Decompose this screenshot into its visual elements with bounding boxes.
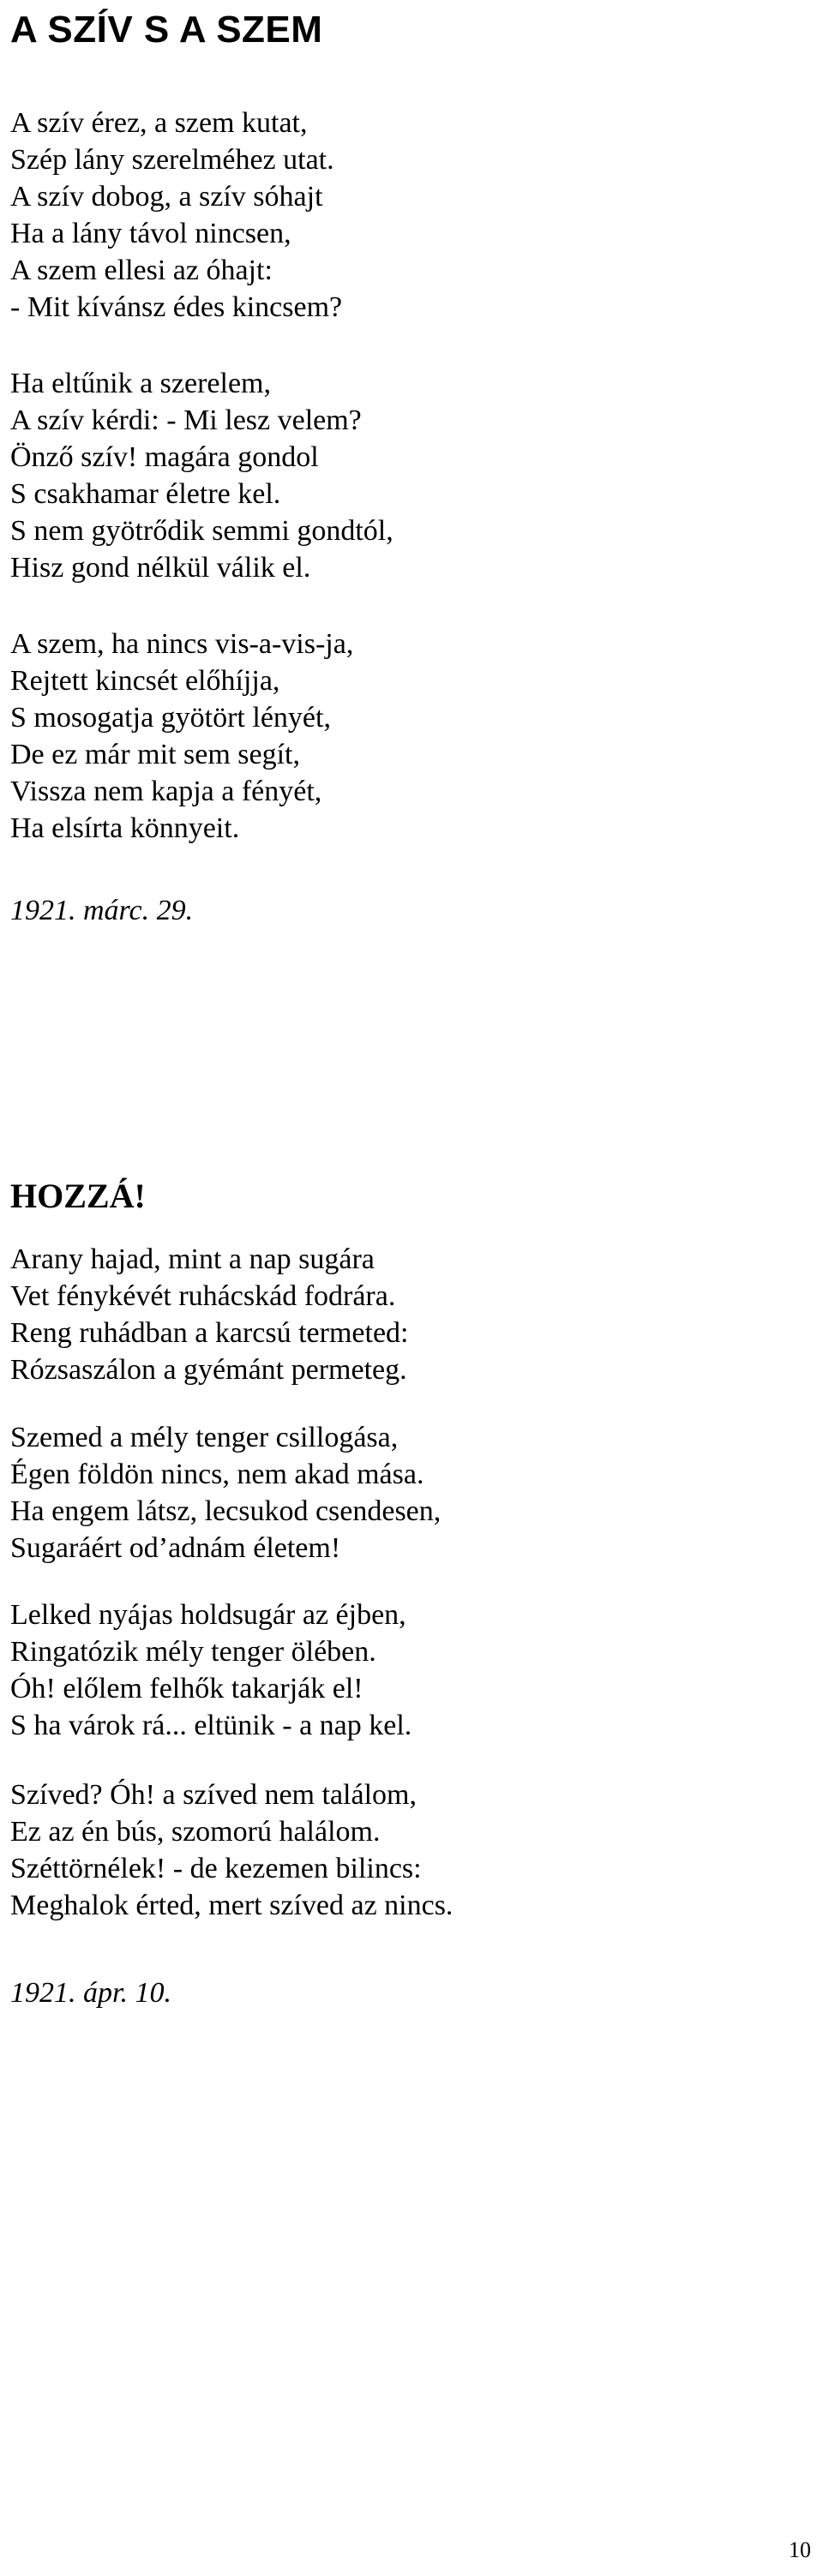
- verse-line: A szív kérdi: - Mi lesz velem?: [10, 404, 362, 436]
- verse-line: Szép lány szerelméhez utat.: [10, 144, 334, 176]
- verse-line: Rejtett kincsét előhíjja,: [10, 665, 280, 697]
- verse-line: Reng ruhádban a karcsú termeted:: [10, 1317, 409, 1349]
- poem-date: 1921. ápr. 10.: [10, 1977, 171, 2009]
- verse-line: A szív érez, a szem kutat,: [10, 107, 308, 139]
- verse-line: Ringatózik mély tenger ölében.: [10, 1636, 376, 1668]
- poem-stanza: [10, 105, 342, 326]
- verse-line: Óh! előlem felhők takarják el!: [10, 1673, 363, 1704]
- poem-date: 1921. márc. 29.: [10, 895, 194, 926]
- poem-stanza: [10, 365, 393, 586]
- verse-line: A szem ellesi az óhajt:: [10, 255, 273, 286]
- verse-line: Ha elsírta könnyeit.: [10, 812, 240, 844]
- poem-stanza: [10, 1776, 453, 1924]
- verse-line: Hisz gond nélkül válik el.: [10, 552, 311, 584]
- poem-stanza: [10, 1419, 441, 1567]
- verse-line: Ha a lány távol nincsen,: [10, 218, 291, 249]
- verse-line: Szemed a mély tenger csillogása,: [10, 1422, 399, 1453]
- verse-line: S mosogatja gyötört lényét,: [10, 702, 331, 734]
- verse-line: Sugaráért od’adnám életem!: [10, 1532, 341, 1564]
- verse-line: S nem gyötrődik semmi gondtól,: [10, 515, 393, 547]
- verse-line: Lelked nyájas holdsugár az éjben,: [10, 1599, 406, 1631]
- verse-line: Szíved? Óh! a szíved nem találom,: [10, 1779, 417, 1811]
- verse-line: Rózsaszálon a gyémánt permeteg.: [10, 1354, 407, 1386]
- verse-line: A szem, ha nincs vis-a-vis-ja,: [10, 628, 354, 660]
- verse-line: Széttörnélek! - de kezemen bilincs:: [10, 1853, 422, 1884]
- verse-line: S ha várok rá... eltünik - a nap kel.: [10, 1710, 412, 1741]
- verse-line: De ez már mit sem segít,: [10, 739, 301, 770]
- verse-line: Vissza nem kapja a fényét,: [10, 776, 322, 807]
- verse-line: Önző szív! magára gondol: [10, 441, 319, 473]
- verse-line: Ha eltűnik a szerelem,: [10, 368, 271, 399]
- verse-line: A szív dobog, a szív sóhajt: [10, 181, 323, 213]
- verse-line: Égen földön nincs, nem akad mása.: [10, 1459, 424, 1490]
- verse-line: Meghalok érted, mert szíved az nincs.: [10, 1890, 454, 1921]
- verse-line: - Mit kívánsz édes kincsem?: [10, 291, 343, 323]
- verse-line: S csakhamar életre kel.: [10, 478, 281, 510]
- verse-line: Ha engem látsz, lecsukod csendesen,: [10, 1495, 442, 1527]
- verse-line: Ez az én bús, szomorú halálom.: [10, 1816, 381, 1848]
- poem-stanza: [10, 1597, 412, 1744]
- poem-title: HOZZÁ!: [10, 1177, 146, 1215]
- verse-line: Arany hajad, mint a nap sugára: [10, 1243, 375, 1275]
- poem-title: A SZÍV S A SZEM: [10, 9, 323, 51]
- page-number: 10: [789, 2537, 811, 2562]
- poem-stanza: [10, 1241, 408, 1388]
- poem-stanza: [10, 626, 353, 847]
- verse-line: Vet fénykévét ruhácskád fodrára.: [10, 1280, 396, 1312]
